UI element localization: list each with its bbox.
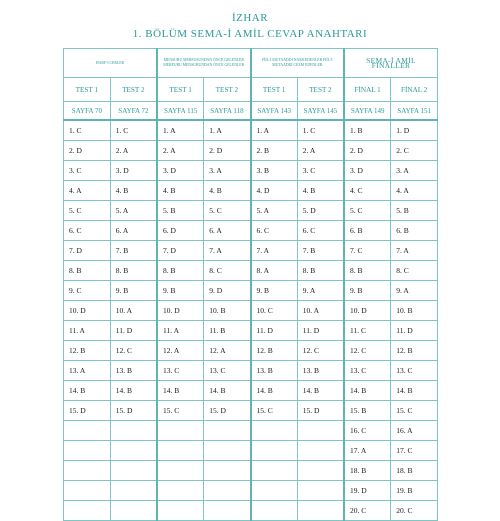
answer-cell: 10. B (391, 301, 438, 321)
answer-cell: 4. D (251, 181, 298, 201)
answer-cell: 1. C (297, 120, 344, 141)
page-subtitle: 1. BÖLÜM SEMA-İ AMİL CEVAP ANAHTARI (132, 28, 368, 40)
answer-cell: 12. C (110, 341, 157, 361)
answer-cell: 14. B (344, 381, 391, 401)
answer-cell: 15. C (391, 401, 438, 421)
answer-cell: 2. D (204, 141, 251, 161)
answer-cell: 13. B (297, 361, 344, 381)
answer-cell: 11. D (251, 321, 298, 341)
answer-cell: 15. B (344, 401, 391, 421)
answer-cell: 11. B (204, 321, 251, 341)
answer-cell (157, 481, 204, 501)
test-label: FİNAL 2 (391, 78, 438, 102)
group-header: MENSUBU MERFUSUNDAN ÖNCE GELENLER MERFUBU MENSUBUNDAN ÖNCE GELENLER (157, 49, 251, 78)
answer-cell: 13. B (251, 361, 298, 381)
answer-row (64, 261, 438, 281)
answer-cell: 15. D (297, 401, 344, 421)
group-header-row (64, 49, 438, 78)
answer-cell: 9. B (157, 281, 204, 301)
answer-cell: 2. D (64, 141, 111, 161)
page-title: İZHAR (231, 12, 269, 24)
answer-cell: 1. C (110, 120, 157, 141)
answer-cell: 7. B (110, 241, 157, 261)
answer-cell (297, 421, 344, 441)
answer-cell (110, 481, 157, 501)
test-label: TEST 2 (297, 78, 344, 102)
answer-cell: 4. A (64, 181, 111, 201)
answer-cell: 7. C (344, 241, 391, 261)
test-label: TEST 2 (204, 78, 251, 102)
answer-cell (251, 501, 298, 521)
answer-cell: 6. D (157, 221, 204, 241)
answer-cell: 8. B (64, 261, 111, 281)
answer-cell: 2. B (251, 141, 298, 161)
page-number: SAYFA 149 (344, 102, 391, 121)
answer-cell (251, 481, 298, 501)
answer-key-table (63, 48, 438, 521)
page-number: SAYFA 151 (391, 102, 438, 121)
answer-cell: 10. B (204, 301, 251, 321)
answer-cell: 11. C (344, 321, 391, 341)
answer-cell: 4. B (157, 181, 204, 201)
answer-cell: 3. D (110, 161, 157, 181)
answer-cell: 2. D (344, 141, 391, 161)
answer-cell: 5. C (64, 201, 111, 221)
answer-row (64, 141, 438, 161)
answer-cell: 2. A (157, 141, 204, 161)
answer-cell: 12. C (297, 341, 344, 361)
answer-cell (204, 481, 251, 501)
answer-cell: 12. A (204, 341, 251, 361)
answer-cell: 15. D (64, 401, 111, 421)
test-label: TEST 1 (64, 78, 111, 102)
answer-cell (157, 461, 204, 481)
answer-cell: 6. A (110, 221, 157, 241)
answer-row (64, 361, 438, 381)
answer-row (64, 441, 438, 461)
answer-cell: 8. A (251, 261, 298, 281)
test-header-row (64, 78, 438, 102)
answer-cell: 7. A (391, 241, 438, 261)
answer-cell (251, 461, 298, 481)
answer-cell: 16. A (391, 421, 438, 441)
answer-cell: 10. D (64, 301, 111, 321)
answer-row (64, 341, 438, 361)
answer-cell: 6. A (204, 221, 251, 241)
answer-cell: 8. B (110, 261, 157, 281)
answer-row (64, 481, 438, 501)
answer-cell (110, 421, 157, 441)
answer-cell: 3. B (251, 161, 298, 181)
answer-cell: 15. D (204, 401, 251, 421)
test-label: FİNAL 1 (344, 78, 391, 102)
answer-row (64, 281, 438, 301)
answer-cell: 1. A (157, 120, 204, 141)
answer-row (64, 421, 438, 441)
answer-cell: 1. A (251, 120, 298, 141)
answer-cell: 3. C (64, 161, 111, 181)
answer-cell: 10. A (110, 301, 157, 321)
answer-cell: 2. A (297, 141, 344, 161)
answer-cell: 7. D (157, 241, 204, 261)
answer-cell: 12. B (251, 341, 298, 361)
answer-cell: 1. C (64, 120, 111, 141)
answer-cell: 14. B (297, 381, 344, 401)
answer-cell: 3. D (344, 161, 391, 181)
answer-cell: 4. C (344, 181, 391, 201)
group-header: FİİL-İ MUTAADDİ NASB EDENLER FİİL-İ MUTAADDİ CEZM EDENLER (251, 49, 345, 78)
answer-cell: 11. D (110, 321, 157, 341)
answer-cell: 4. B (204, 181, 251, 201)
answer-row (64, 161, 438, 181)
answer-row (64, 501, 438, 521)
answer-cell: 8. B (344, 261, 391, 281)
answer-cell: 1. B (344, 120, 391, 141)
answer-cell: 9. B (344, 281, 391, 301)
answer-cell: 7. B (297, 241, 344, 261)
answer-cell: 8. C (391, 261, 438, 281)
answer-cell: 14. B (204, 381, 251, 401)
answer-cell: 10. A (297, 301, 344, 321)
answer-row (64, 301, 438, 321)
answer-cell: 5. B (391, 201, 438, 221)
answer-cell: 19. D (344, 481, 391, 501)
answer-cell: 13. B (110, 361, 157, 381)
answer-cell: 8. B (157, 261, 204, 281)
answer-cell: 9. C (64, 281, 111, 301)
answer-cell: 12. B (391, 341, 438, 361)
answer-cell (297, 441, 344, 461)
answer-cell: 14. B (391, 381, 438, 401)
answer-cell: 15. C (157, 401, 204, 421)
answer-cell (64, 461, 111, 481)
answer-cell: 11. D (391, 321, 438, 341)
answer-cell: 14. B (64, 381, 111, 401)
answer-cell: 11. D (297, 321, 344, 341)
answer-cell: 5. A (251, 201, 298, 221)
answer-cell (297, 481, 344, 501)
answer-cell: 5. C (204, 201, 251, 221)
answer-cell: 11. A (64, 321, 111, 341)
group-header: SEMA-İ AMİL FİNALLER (344, 49, 438, 78)
answer-cell: 6. C (297, 221, 344, 241)
answer-cell: 13. C (204, 361, 251, 381)
answer-cell: 6. C (251, 221, 298, 241)
answer-cell (64, 501, 111, 521)
answer-cell (157, 421, 204, 441)
answer-cell: 9. B (251, 281, 298, 301)
answer-cell: 9. A (391, 281, 438, 301)
answer-cell: 1. D (391, 120, 438, 141)
answer-cell: 9. A (297, 281, 344, 301)
answer-cell: 12. C (344, 341, 391, 361)
answer-cell: 15. C (251, 401, 298, 421)
answer-cell: 7. D (64, 241, 111, 261)
answer-row (64, 181, 438, 201)
answer-cell (64, 421, 111, 441)
test-label: TEST 2 (110, 78, 157, 102)
page-number: SAYFA 145 (297, 102, 344, 121)
answer-cell: 9. D (204, 281, 251, 301)
page-number: SAYFA 72 (110, 102, 157, 121)
answer-cell (251, 421, 298, 441)
answer-cell (204, 461, 251, 481)
answer-row (64, 201, 438, 221)
answer-cell (157, 501, 204, 521)
answer-cell (64, 441, 111, 461)
answer-cell: 8. C (204, 261, 251, 281)
answer-cell: 3. A (391, 161, 438, 181)
answer-cell: 6. C (64, 221, 111, 241)
answer-cell: 6. B (344, 221, 391, 241)
answer-cell (64, 481, 111, 501)
page-number: SAYFA 70 (64, 102, 111, 121)
answer-cell (110, 501, 157, 521)
answer-cell: 13. C (391, 361, 438, 381)
answer-cell: 3. D (157, 161, 204, 181)
page-number-row (64, 102, 438, 121)
answer-cell (297, 501, 344, 521)
answer-cell: 5. A (110, 201, 157, 221)
answer-cell: 3. C (297, 161, 344, 181)
answer-cell (110, 441, 157, 461)
answer-cell: 5. B (157, 201, 204, 221)
answer-row (64, 241, 438, 261)
answer-cell: 10. D (157, 301, 204, 321)
answer-cell: 2. C (391, 141, 438, 161)
answer-cell: 9. B (110, 281, 157, 301)
answer-cell: 18. B (344, 461, 391, 481)
answer-cell: 14. B (110, 381, 157, 401)
test-label: TEST 1 (157, 78, 204, 102)
answer-cell: 8. B (297, 261, 344, 281)
answer-cell: 12. A (157, 341, 204, 361)
answer-cell: 12. B (64, 341, 111, 361)
answer-row (64, 381, 438, 401)
answer-cell: 18. B (391, 461, 438, 481)
answer-cell: 17. C (391, 441, 438, 461)
page-number: SAYFA 118 (204, 102, 251, 121)
answer-cell (157, 441, 204, 461)
test-label: TEST 1 (251, 78, 298, 102)
answer-cell: 14. B (157, 381, 204, 401)
answer-cell: 10. D (344, 301, 391, 321)
answer-cell: 20. C (344, 501, 391, 521)
answer-cell: 14. B (251, 381, 298, 401)
answer-cell: 11. A (157, 321, 204, 341)
answer-cell: 20. C (391, 501, 438, 521)
answer-row (64, 120, 438, 141)
answer-cell: 4. B (297, 181, 344, 201)
answer-cell: 7. A (204, 241, 251, 261)
answer-cell: 13. A (64, 361, 111, 381)
answer-cell: 2. A (110, 141, 157, 161)
answer-cell: 10. C (251, 301, 298, 321)
answer-cell (251, 441, 298, 461)
answer-row (64, 321, 438, 341)
group-header: HARF-İ CERLER (64, 49, 158, 78)
answer-cell: 6. B (391, 221, 438, 241)
answer-cell: 7. A (251, 241, 298, 261)
answer-cell (204, 421, 251, 441)
answer-cell: 17. A (344, 441, 391, 461)
answer-cell (110, 461, 157, 481)
answer-cell (204, 441, 251, 461)
answer-cell (204, 501, 251, 521)
page-number: SAYFA 115 (157, 102, 204, 121)
answer-cell: 19. B (391, 481, 438, 501)
answer-cell: 5. C (344, 201, 391, 221)
answer-cell: 16. C (344, 421, 391, 441)
answer-cell: 5. D (297, 201, 344, 221)
answer-cell: 13. C (344, 361, 391, 381)
page-number: SAYFA 143 (251, 102, 298, 121)
answer-cell: 1. A (204, 120, 251, 141)
answer-row (64, 401, 438, 421)
answer-cell (297, 461, 344, 481)
answer-cell: 3. A (204, 161, 251, 181)
answer-row (64, 221, 438, 241)
answer-row (64, 461, 438, 481)
answer-cell: 13. C (157, 361, 204, 381)
answer-cell: 4. B (110, 181, 157, 201)
answer-cell: 4. A (391, 181, 438, 201)
answer-cell: 15. D (110, 401, 157, 421)
